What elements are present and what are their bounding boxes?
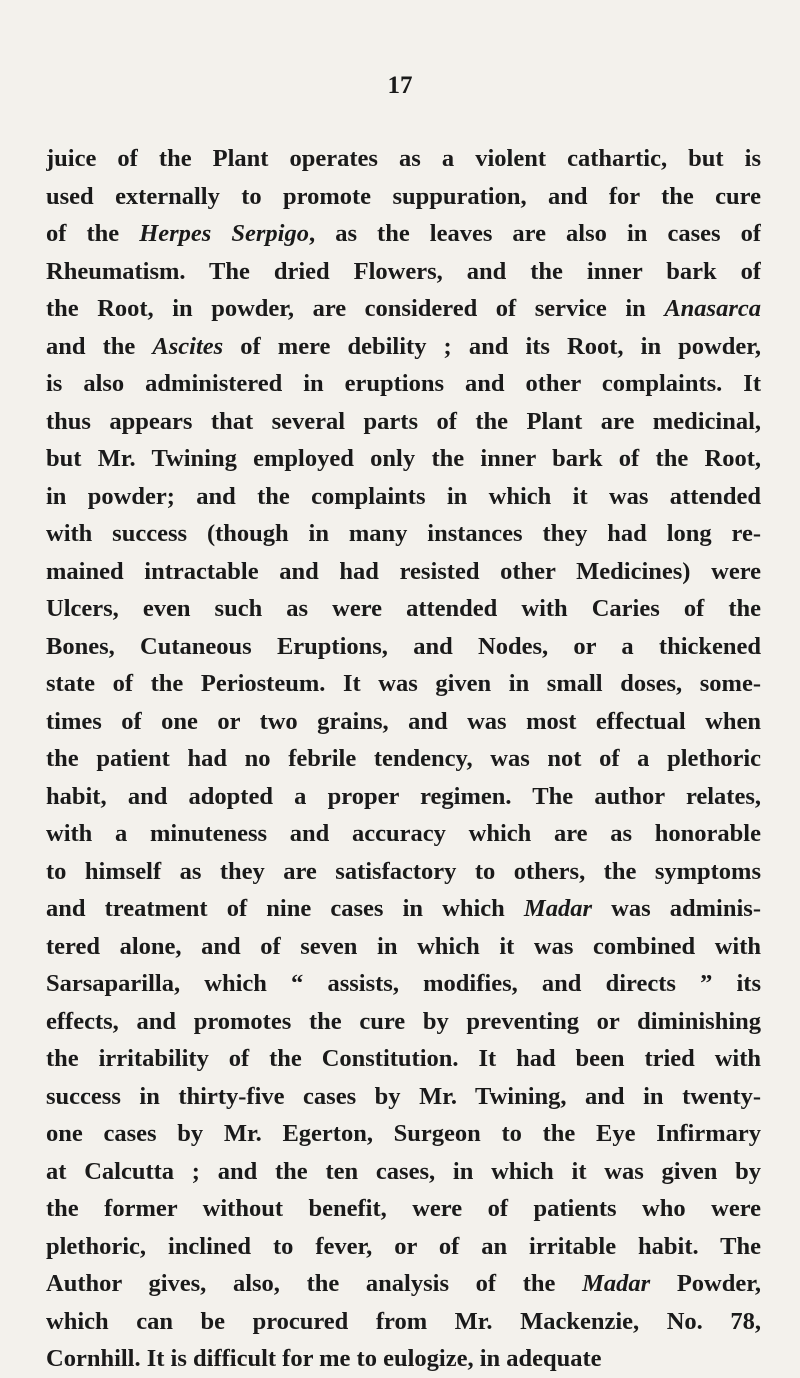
text-line <box>46 215 761 253</box>
text-line <box>46 178 761 216</box>
text-line <box>46 403 761 441</box>
text-line <box>46 1340 761 1378</box>
text-line <box>46 515 761 553</box>
text-line <box>46 1115 761 1153</box>
text-run: Author gives, also, the analysis of the <box>46 1270 583 1297</box>
text-run: to himself as they are satisfactory to others, the symptoms <box>46 857 761 885</box>
text-run: the irritability of the Constitution. It had been tried with <box>46 1045 761 1072</box>
text-run: state of the Periosteum. It was given in small doses, some- <box>46 670 761 697</box>
text-run: is also administered in eruptions and other complaints. It <box>46 370 761 397</box>
text-line <box>46 665 761 703</box>
text-line <box>46 965 761 1003</box>
text-line <box>46 853 761 891</box>
text-run: was adminis- <box>592 895 761 922</box>
italic-term: Herpes Serpigo <box>139 220 309 247</box>
text-line <box>46 440 761 478</box>
text-line <box>46 890 761 928</box>
text-line <box>46 478 761 516</box>
text-line <box>46 1190 761 1228</box>
text-line <box>46 703 761 741</box>
text-line <box>46 740 761 778</box>
text-line <box>46 1153 761 1191</box>
text-line <box>46 815 761 853</box>
italic-term: Anasarca <box>664 295 761 322</box>
text-run: tered alone, and of seven in which it was combined with <box>46 932 761 960</box>
text-run: , as the leaves are also in cases of <box>309 220 761 247</box>
text-run: and the <box>46 332 153 360</box>
text-run: used externally to promote suppuration, and for the cure <box>46 182 761 210</box>
text-run: times of one or two grains, and was most effectual when <box>46 707 761 735</box>
text-run: juice of the Plant operates as a violent cathartic, but is <box>46 145 761 172</box>
text-line <box>46 1303 761 1341</box>
text-line <box>46 590 761 628</box>
text-line <box>46 1228 761 1266</box>
text-line <box>46 778 761 816</box>
text-line <box>46 628 761 666</box>
body-text <box>46 140 761 1378</box>
text-line <box>46 1265 761 1303</box>
text-run: Cornhill. It is difficult for me to eulogize, in adequate <box>46 1345 602 1372</box>
text-run: but Mr. Twining employed only the inner bark of the Root, <box>46 445 761 472</box>
text-run: at Calcutta ; and the ten cases, in which it was given by <box>46 1157 761 1185</box>
text-line <box>46 140 761 178</box>
text-line <box>46 1003 761 1041</box>
text-run: in powder; and the complaints in which it was attended <box>46 482 761 510</box>
text-line <box>46 1078 761 1116</box>
text-run: of mere debility ; and its Root, in powder, <box>223 332 761 360</box>
text-run: Bones, Cutaneous Eruptions, and Nodes, or a thickened <box>46 632 761 660</box>
text-run: which can be procured from Mr. Mackenzie, No. 78, <box>46 1307 761 1335</box>
text-run: the patient had no febrile tendency, was not of a plethoric <box>46 745 761 772</box>
text-line <box>46 553 761 591</box>
text-run: of the <box>46 220 140 247</box>
text-run: effects, and promotes the cure by preventing or diminishing <box>46 1007 761 1035</box>
text-run: Powder, <box>650 1270 761 1297</box>
italic-term: Madar <box>582 1270 651 1297</box>
text-run: plethoric, inclined to fever, or of an irritable habit. The <box>46 1232 761 1260</box>
text-run: with success (though in many instances they had long re- <box>46 520 761 547</box>
text-run: Rheumatism. The dried Flowers, and the inner bark of <box>46 257 761 285</box>
text-run: habit, and adopted a proper regimen. The author relates, <box>46 782 761 810</box>
text-line <box>46 290 761 328</box>
text-run: Sarsaparilla, which “ assists, modifies, and directs ” its <box>46 970 761 997</box>
text-line <box>46 928 761 966</box>
text-run: the former without benefit, were of patients who were <box>46 1195 761 1222</box>
text-line <box>46 328 761 366</box>
text-run: one cases by Mr. Egerton, Surgeon to the Eye Infirmary <box>46 1120 761 1147</box>
text-run: mained intractable and had resisted other Medicines) were <box>46 557 761 585</box>
text-run: thus appears that several parts of the Plant are medicinal, <box>46 407 761 435</box>
italic-term: Ascites <box>152 332 224 360</box>
italic-term: Madar <box>523 895 592 922</box>
text-run: with a minuteness and accuracy which are as honorable <box>46 820 761 847</box>
text-run: Ulcers, even such as were attended with Caries of the <box>46 595 761 622</box>
text-run: and treatment of nine cases in which <box>46 895 524 922</box>
text-run: success in thirty-five cases by Mr. Twining, and in twenty- <box>46 1082 761 1110</box>
text-run: the Root, in powder, are considered of service in <box>46 295 665 322</box>
text-line <box>46 1040 761 1078</box>
text-line <box>46 365 761 403</box>
text-line <box>46 253 761 291</box>
page-number: 17 <box>387 72 413 99</box>
